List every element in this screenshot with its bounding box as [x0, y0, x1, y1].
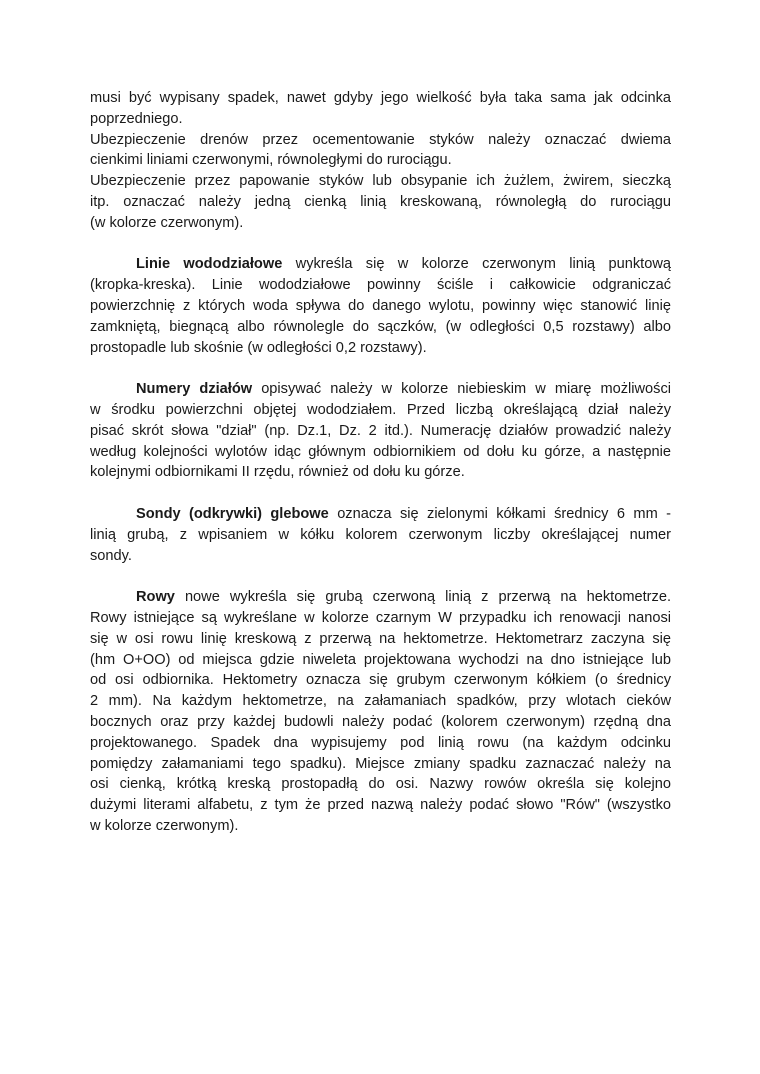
text-line: projektowanego. Spadek dna wypisujemy pod linią rowu (na każdym odcinku	[90, 734, 671, 751]
text-line: dużymi literami alfabetu, z tym że przed nazwą należy podać słowo "Rów" (wszystko	[90, 797, 671, 814]
text-line: według kolejności wylotów idąc głównym odbiornikiem od dołu ku górze, a następnie	[90, 443, 671, 460]
text-line: prostopadle lub skośnie (w odległości 0,2 rozstawy).	[90, 339, 427, 356]
term-heading: Linie wododziałowe	[136, 256, 283, 273]
text-fragment: opisywać należy w kolorze niebieskim w miarę możliwości	[252, 381, 671, 398]
text-line	[90, 587, 671, 608]
paragraph-gap	[90, 234, 671, 255]
text-line: pomiędzy załamaniami tego spadku). Miejsce zmiany spadku zaznaczać należy na	[90, 755, 671, 772]
text-line: powierzchnię z których woda spływa do danego wylotu, powinny więc stanowić linię	[90, 297, 671, 314]
term-heading: Numery działów	[136, 381, 253, 398]
text-line: poprzedniego.	[90, 110, 183, 127]
text-line: linią grubą, z wpisaniem w kółku kolorem czerwonym liczby określającej numer	[90, 526, 671, 543]
text-line	[90, 379, 671, 400]
paragraph-gap	[90, 483, 671, 504]
text-line: cienkimi liniami czerwonymi, równoległymi do rurociągu.	[90, 152, 452, 169]
text-line: bocznych oraz przy każdej budowli należy podać (kolorem czerwonym) rzędną dna	[90, 713, 671, 730]
term-heading: Sondy (odkrywki) glebowe	[136, 505, 329, 522]
paragraph-soil-probes	[90, 504, 671, 566]
text-line: (kropka-kreska). Linie wododziałowe powinny ściśle i całkowicie odgraniczać	[90, 277, 671, 294]
paragraph-ditches	[90, 587, 671, 837]
text-fragment: wykreśla się w kolorze czerwonym linią punktową	[282, 256, 671, 273]
paragraph-watershed-lines	[90, 254, 671, 358]
text-line: w kolorze czerwonym).	[90, 817, 239, 834]
text-line: od osi odbiornika. Hektometry oznacza się grubym czerwonym kółkiem (o średnicy	[90, 672, 671, 689]
text-line: pisać skrót słowa "dział" (np. Dz.1, Dz. 2 itd.). Numerację działów prowadzić należy	[90, 422, 671, 439]
paragraph-gap	[90, 566, 671, 587]
text-line: w środku powierzchni objętej wododziałem. Przed liczbą określającą dział należy	[90, 401, 671, 418]
text-line: Rowy istniejące są wykreślane w kolorze czarnym W przypadku ich renowacji nanosi	[90, 609, 671, 626]
paragraph-gap	[90, 358, 671, 379]
text-line: 2 mm). Na każdym hektometrze, na załamaniach spadków, przy wlotach cieków	[90, 693, 671, 710]
paragraph-drain-protection	[90, 88, 671, 234]
text-line: Ubezpieczenie drenów przez ocementowanie styków należy oznaczać dwiema	[90, 131, 671, 148]
paragraph-section-numbers	[90, 379, 671, 483]
text-line: (w kolorze czerwonym).	[90, 214, 244, 231]
document-page	[90, 88, 671, 837]
text-line: musi być wypisany spadek, nawet gdyby jego wielkość była taka sama jak odcinka	[90, 90, 671, 106]
text-line: (hm O+OO) od miejsca gdzie niweleta projektowana wychodzi na dno istniejące lub	[90, 651, 671, 668]
term-heading: Rowy	[136, 589, 175, 606]
text-line: osi cienką, krótką kreską prostopadłą do osi. Nazwy rowów określa się kolejno	[90, 776, 671, 793]
text-line: się w osi rowu linię kreskową z przerwą na hektometrze. Hektometrarz zaczyna się	[90, 630, 671, 647]
text-line: kolejnymi odbiornikami II rzędu, również od dołu ku górze.	[90, 464, 465, 481]
text-fragment: oznacza się zielonymi kółkami średnicy 6 mm -	[328, 505, 671, 522]
text-line	[90, 254, 671, 275]
text-line: itp. oznaczać należy jedną cienką linią kreskowaną, równoległą do rurociągu	[90, 193, 671, 210]
text-line: sondy.	[90, 547, 132, 564]
text-line	[90, 504, 671, 525]
text-line: zamkniętą, biegnącą albo równolegle do sączków, (w odległości 0,5 rozstawy) albo	[90, 318, 671, 335]
text-fragment: nowe wykreśla się grubą czerwoną linią z przerwą na hektometrze.	[174, 589, 671, 606]
text-line: Ubezpieczenie przez papowanie styków lub obsypanie ich żużlem, żwirem, sieczką	[90, 173, 671, 190]
